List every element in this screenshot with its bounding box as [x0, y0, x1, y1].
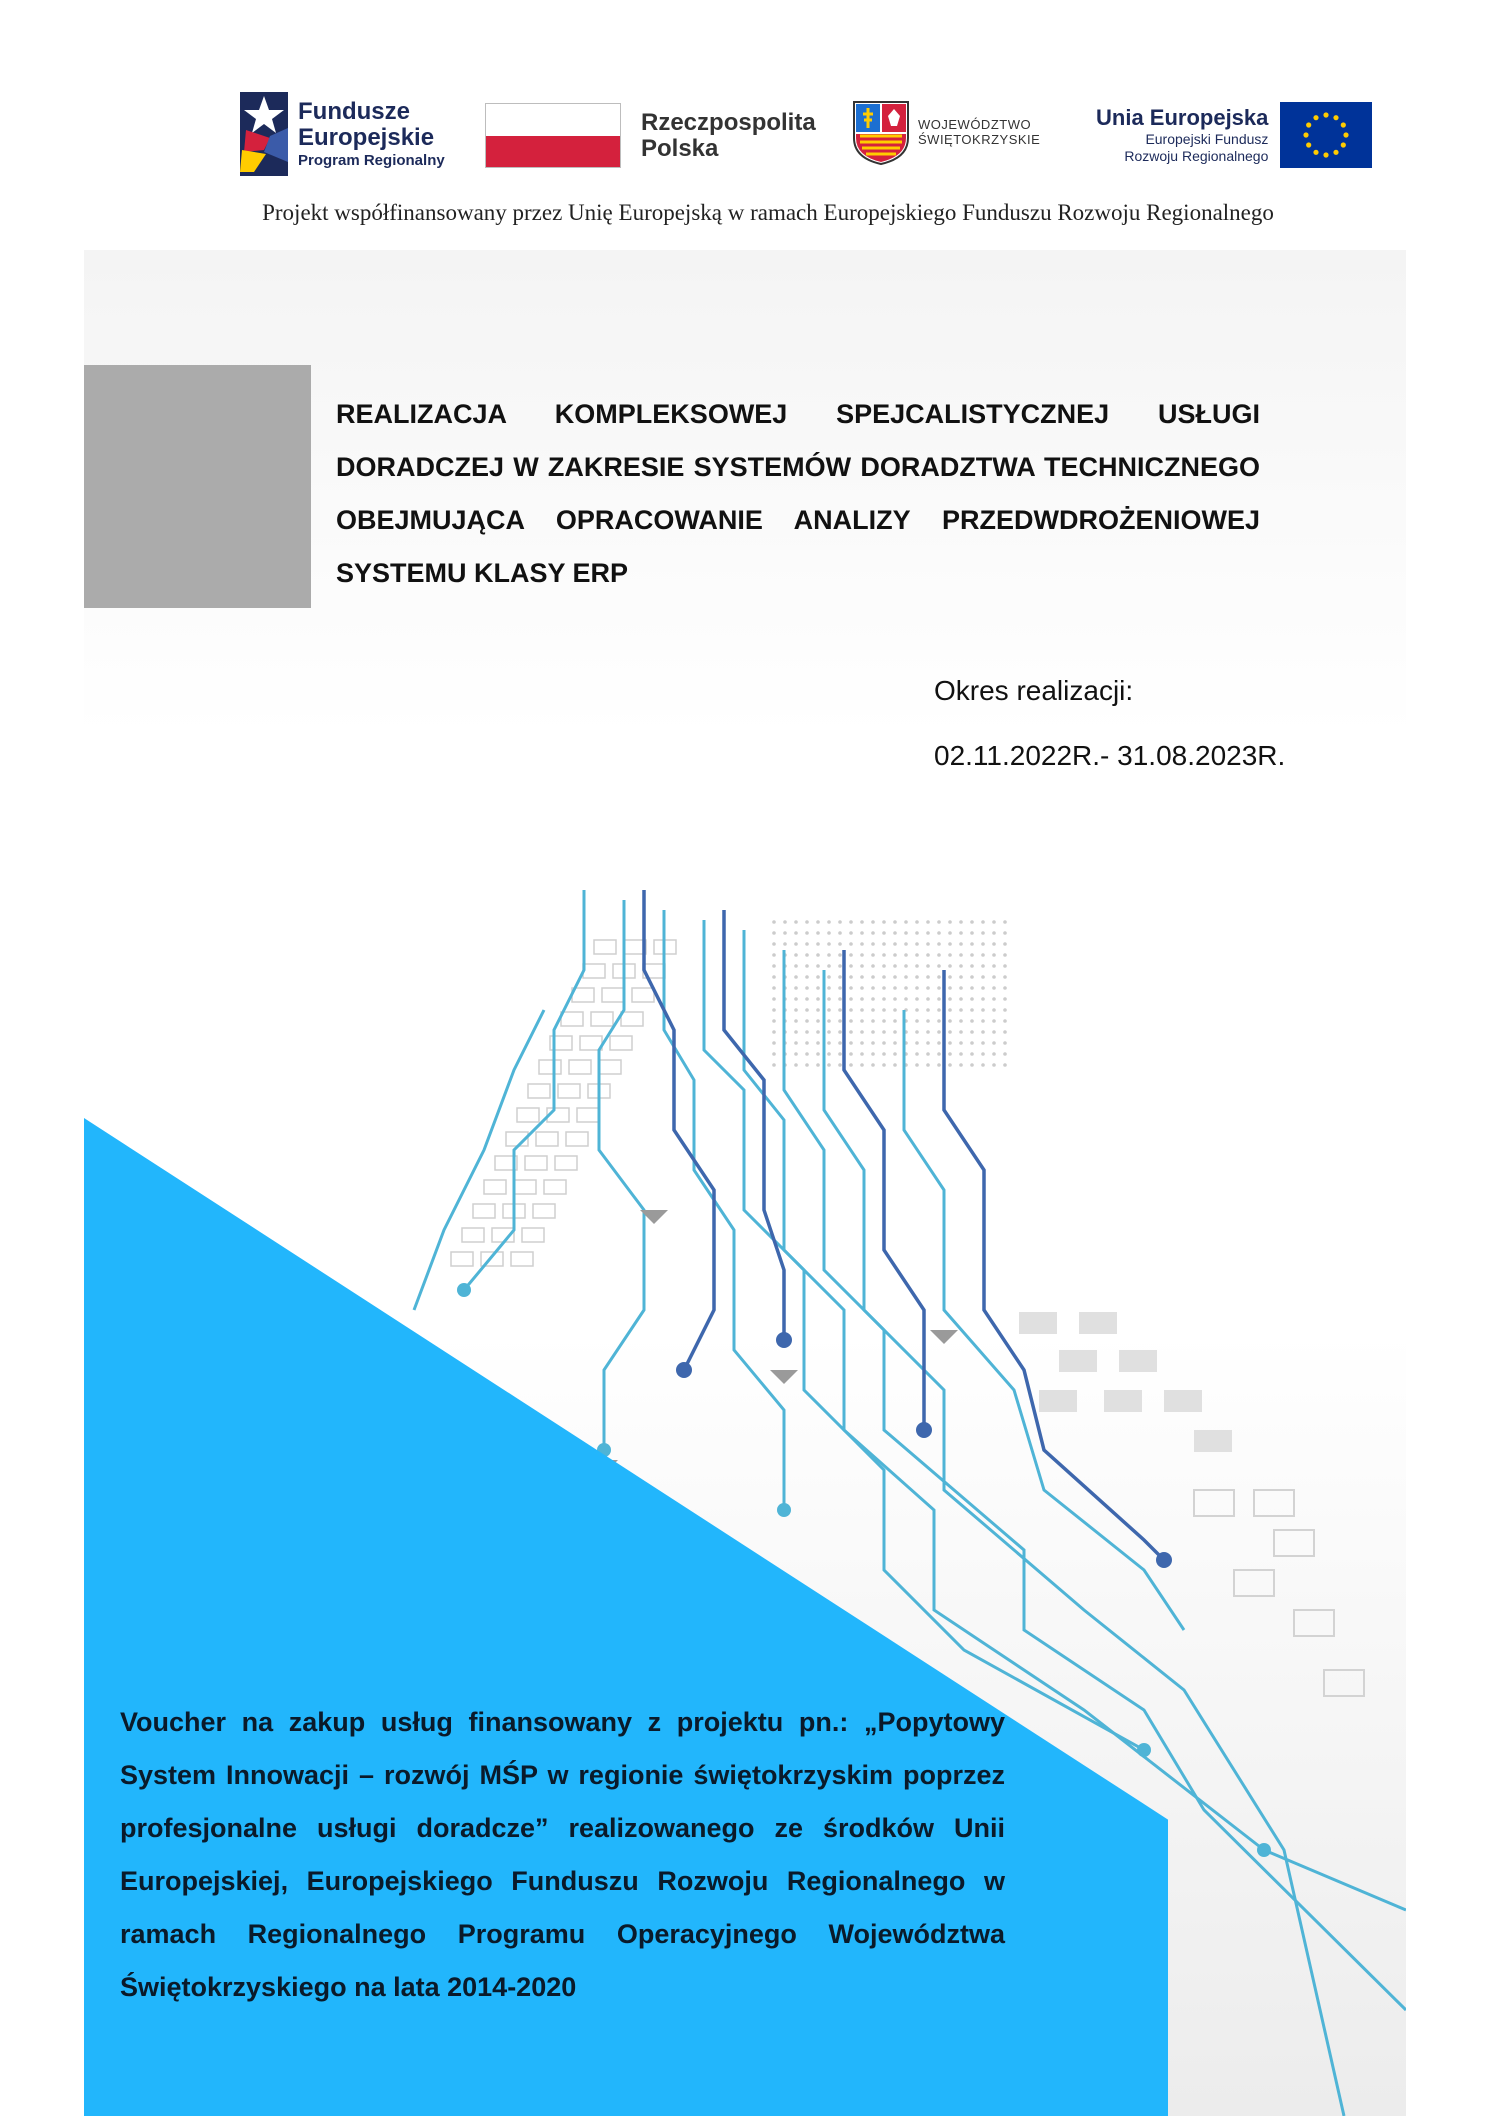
fe-line2: Europejskie [298, 123, 435, 151]
fe-line3: Program Regionalny [298, 151, 445, 169]
sw-line2: ŚWIĘTOKRZYSKIE [918, 132, 1041, 147]
gray-accent-block [84, 365, 311, 608]
eu-flag-icon [1280, 102, 1372, 168]
fundusze-europejskie-star-icon [240, 92, 288, 176]
period-dates: 02.11.2022R.- 31.08.2023R. [934, 740, 1286, 771]
fundusze-europejskie-logo [240, 92, 445, 176]
ue-line2: Europejski Fundusz [1145, 131, 1269, 148]
voucher-statement: Voucher na zakup usług finansowany z projektu pn.: „Popytowy System Innowacji – rozwój MŚP w regionie świętokrzyskim poprzez profesjonalne usługi doradcze” realizowanego ze środków Unii Europejskiej, Europejskiego Funduszu Rozwoju Regionalnego w ramach Regionalnego Programu Operacyjnego Województwa Świętokrzyskiego na lata 2014-2020 [120, 1707, 1005, 2002]
wojewodztwo-swietokrzyskie-logo [852, 100, 1040, 166]
rp-line1: Rzeczpospolita [641, 109, 816, 137]
period-label: Okres realizacji: [934, 675, 1134, 706]
polish-flag-icon [485, 103, 621, 168]
logo-bar [0, 0, 1496, 190]
document-title: REALIZACJA KOMPLEKSOWEJ SPEJCALISTYCZNEJ USŁUGI DORADCZEJ W ZAKRESIE SYSTEMÓW DORADZTWA TECHNICZNEGO OBEJMUJĄCA OPRACOWANIE ANALIZY PRZEDWDROŻENIOWEJ SYSTEMU KLASY ERP [336, 399, 1260, 588]
rzeczpospolita-polska-logo [485, 103, 816, 168]
fe-line1: Fundusze [298, 98, 410, 126]
rp-line2: Polska [641, 134, 719, 162]
ue-line1: Unia Europejska [1096, 105, 1269, 130]
sw-line1: WOJEWÓDZTWO [918, 117, 1032, 133]
swietokrzyskie-coat-of-arms-icon [852, 100, 910, 166]
realization-period [934, 658, 1285, 788]
unia-europejska-logo [1096, 102, 1372, 168]
ue-line3: Rozwoju Regionalnego [1124, 148, 1269, 165]
cofinancing-statement: Projekt współfinansowany przez Unię Europejską w ramach Europejskiego Funduszu Rozwoju Regionalnego [262, 200, 1274, 225]
